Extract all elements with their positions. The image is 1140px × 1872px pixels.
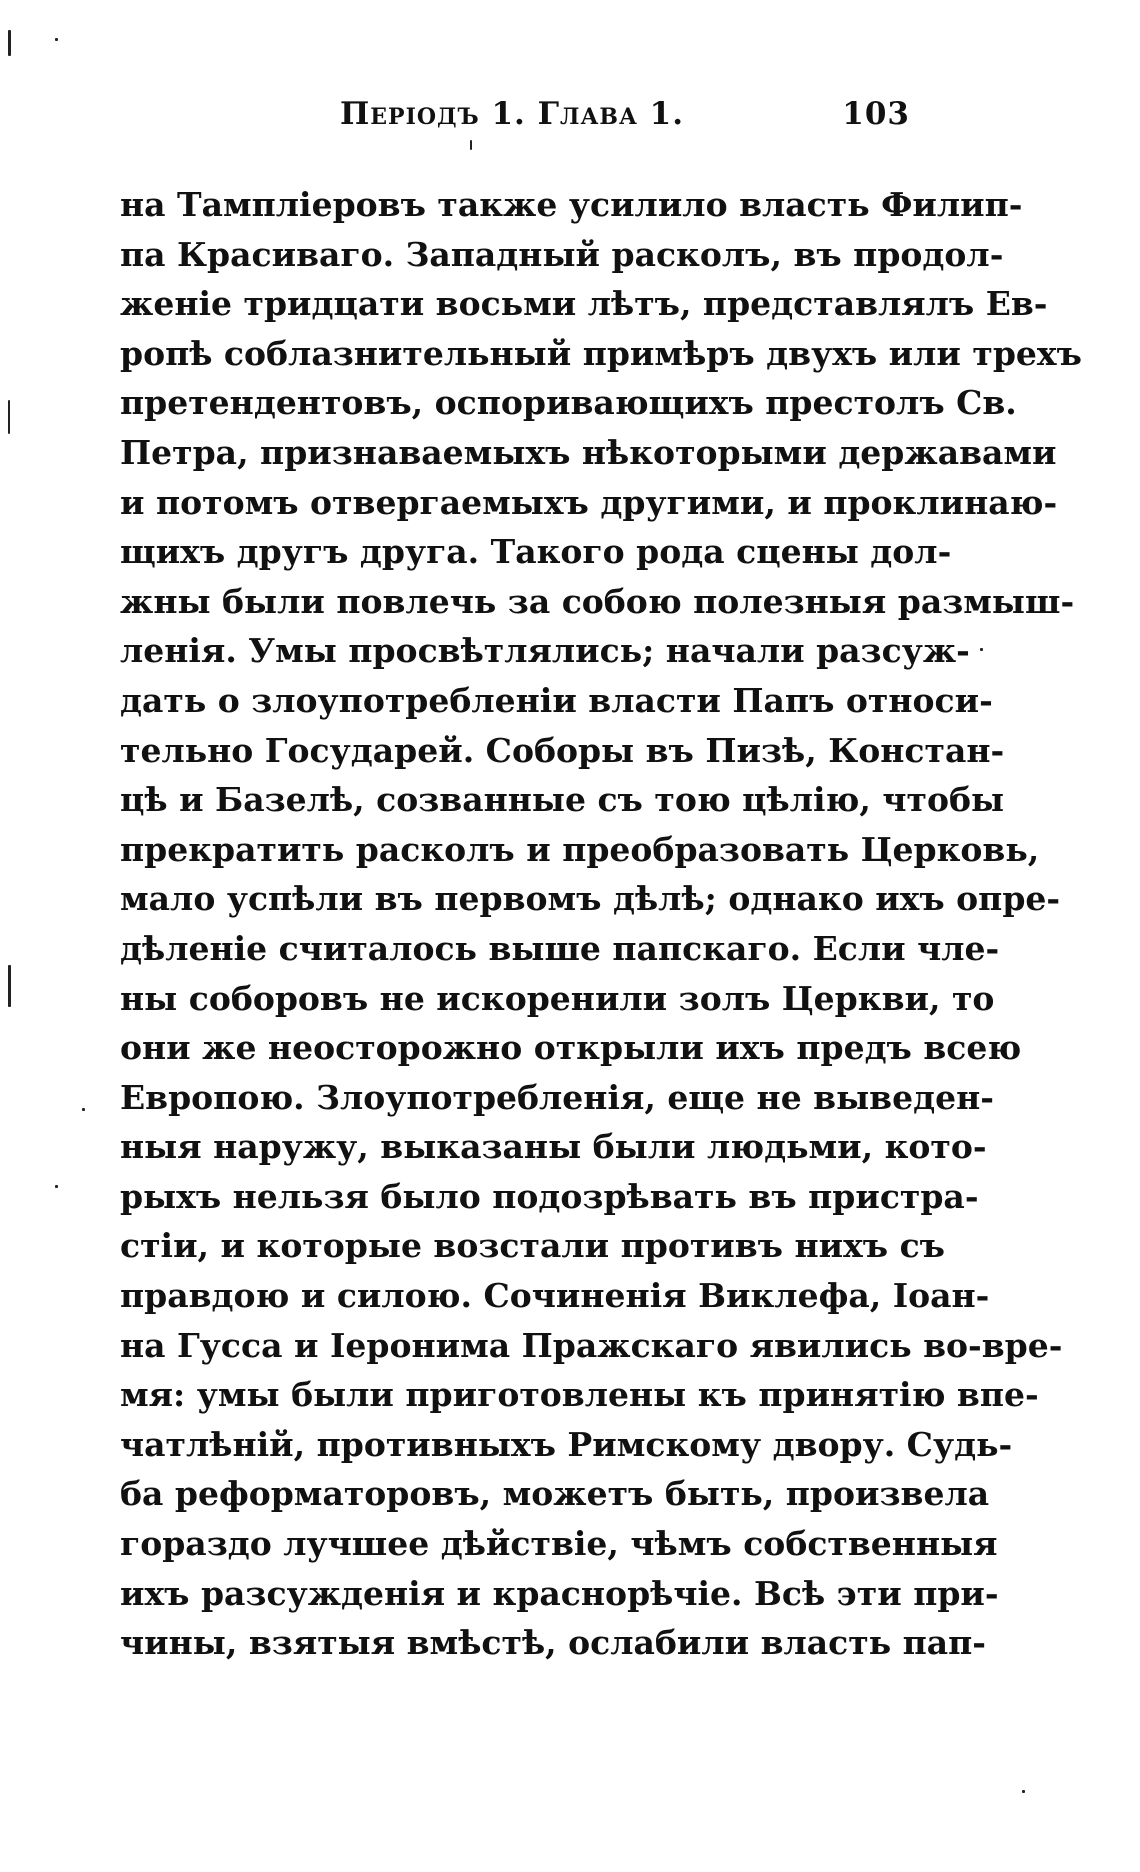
text-line: цѣ и Базелѣ, созванные съ тою цѣлію, чтобы	[120, 780, 1005, 820]
running-head-title: Періодъ 1. Глава 1.	[340, 96, 685, 132]
running-head	[120, 96, 910, 140]
text-line: жны были повлечь за собою полезныя размыш-	[120, 581, 1075, 621]
text-line: чины, взятыя вмѣстѣ, ослабили власть пап-	[120, 1623, 986, 1663]
text-line: Петра, признаваемыхъ нѣкоторыми державами	[120, 432, 1057, 472]
text-line: ба реформаторовъ, можетъ быть, произвела	[120, 1474, 990, 1514]
page-number: 103	[842, 96, 910, 132]
scan-speck	[55, 1185, 58, 1188]
scan-speck	[8, 400, 10, 434]
text-line: на Тампліеровъ также усилило власть Филип-	[120, 185, 1023, 224]
text-line: правдою и силою. Сочиненія Виклефа, Іоан-	[120, 1276, 990, 1316]
scan-speck	[980, 648, 983, 651]
text-line: стіи, и которые возстали противъ нихъ съ	[120, 1226, 945, 1266]
text-line: па Красиваго. Западный расколъ, въ продол-	[120, 234, 1004, 274]
text-line: прекратить расколъ и преобразовать Церковь,	[120, 829, 1040, 869]
text-line: претендентовъ, оспоривающихъ престолъ Св.	[120, 383, 1017, 423]
text-line: на Гусса и Іеронима Пражскаго явились во-вре-	[120, 1325, 1063, 1365]
scan-speck	[1022, 1790, 1025, 1793]
text-line: дать о злоупотребленіи власти Папъ относи-	[120, 680, 993, 720]
scan-speck	[8, 30, 11, 56]
scan-speck	[82, 1108, 85, 1111]
text-line: ропѣ соблазнительный примѣръ двухъ или трехъ	[120, 333, 1082, 373]
text-line: гораздо лучшее дѣйствіе, чѣмъ собственныя	[120, 1524, 998, 1564]
text-line: Европою. Злоупотребленія, еще не выведен-	[120, 1077, 994, 1117]
text-line: щихъ другъ друга. Такого рода сцены дол-	[120, 532, 952, 572]
text-line: чатлѣній, противныхъ Римскому двору. Судь-	[120, 1424, 1013, 1464]
text-line: ихъ разсужденія и краснорѣчіе. Всѣ эти при-	[120, 1573, 999, 1613]
text-line: они же неосторожно открыли ихъ предъ всею	[120, 1028, 1022, 1068]
text-line: дѣленіе считалось выше папскаго. Если чле-	[120, 928, 1000, 968]
scan-speck	[8, 965, 11, 1007]
text-line: рыхъ нельзя было подозрѣвать въ пристра-	[120, 1176, 979, 1216]
text-line: женіе тридцати восьми лѣтъ, представлялъ Ев-	[120, 284, 1048, 324]
text-line: ныя наружу, выказаны были людьми, кото-	[120, 1127, 987, 1167]
text-line: мя: умы были приготовлены къ принятію впе-	[120, 1375, 1039, 1415]
text-line: мало успѣли въ первомъ дѣлѣ; однако ихъ опре-	[120, 879, 1061, 919]
text-line: ленія. Умы просвѣтлялись; начали разсуж-	[120, 631, 970, 671]
body-text	[120, 180, 1082, 1668]
text-line: ны соборовъ не искоренили золъ Церкви, то	[120, 978, 995, 1018]
scan-speck	[55, 38, 58, 41]
text-line: тельно Государей. Соборы въ Пизѣ, Констан-	[120, 730, 1005, 770]
text-line: и потомъ отвергаемыхъ другими, и проклинаю-	[120, 482, 1058, 522]
scan-speck	[470, 140, 472, 150]
